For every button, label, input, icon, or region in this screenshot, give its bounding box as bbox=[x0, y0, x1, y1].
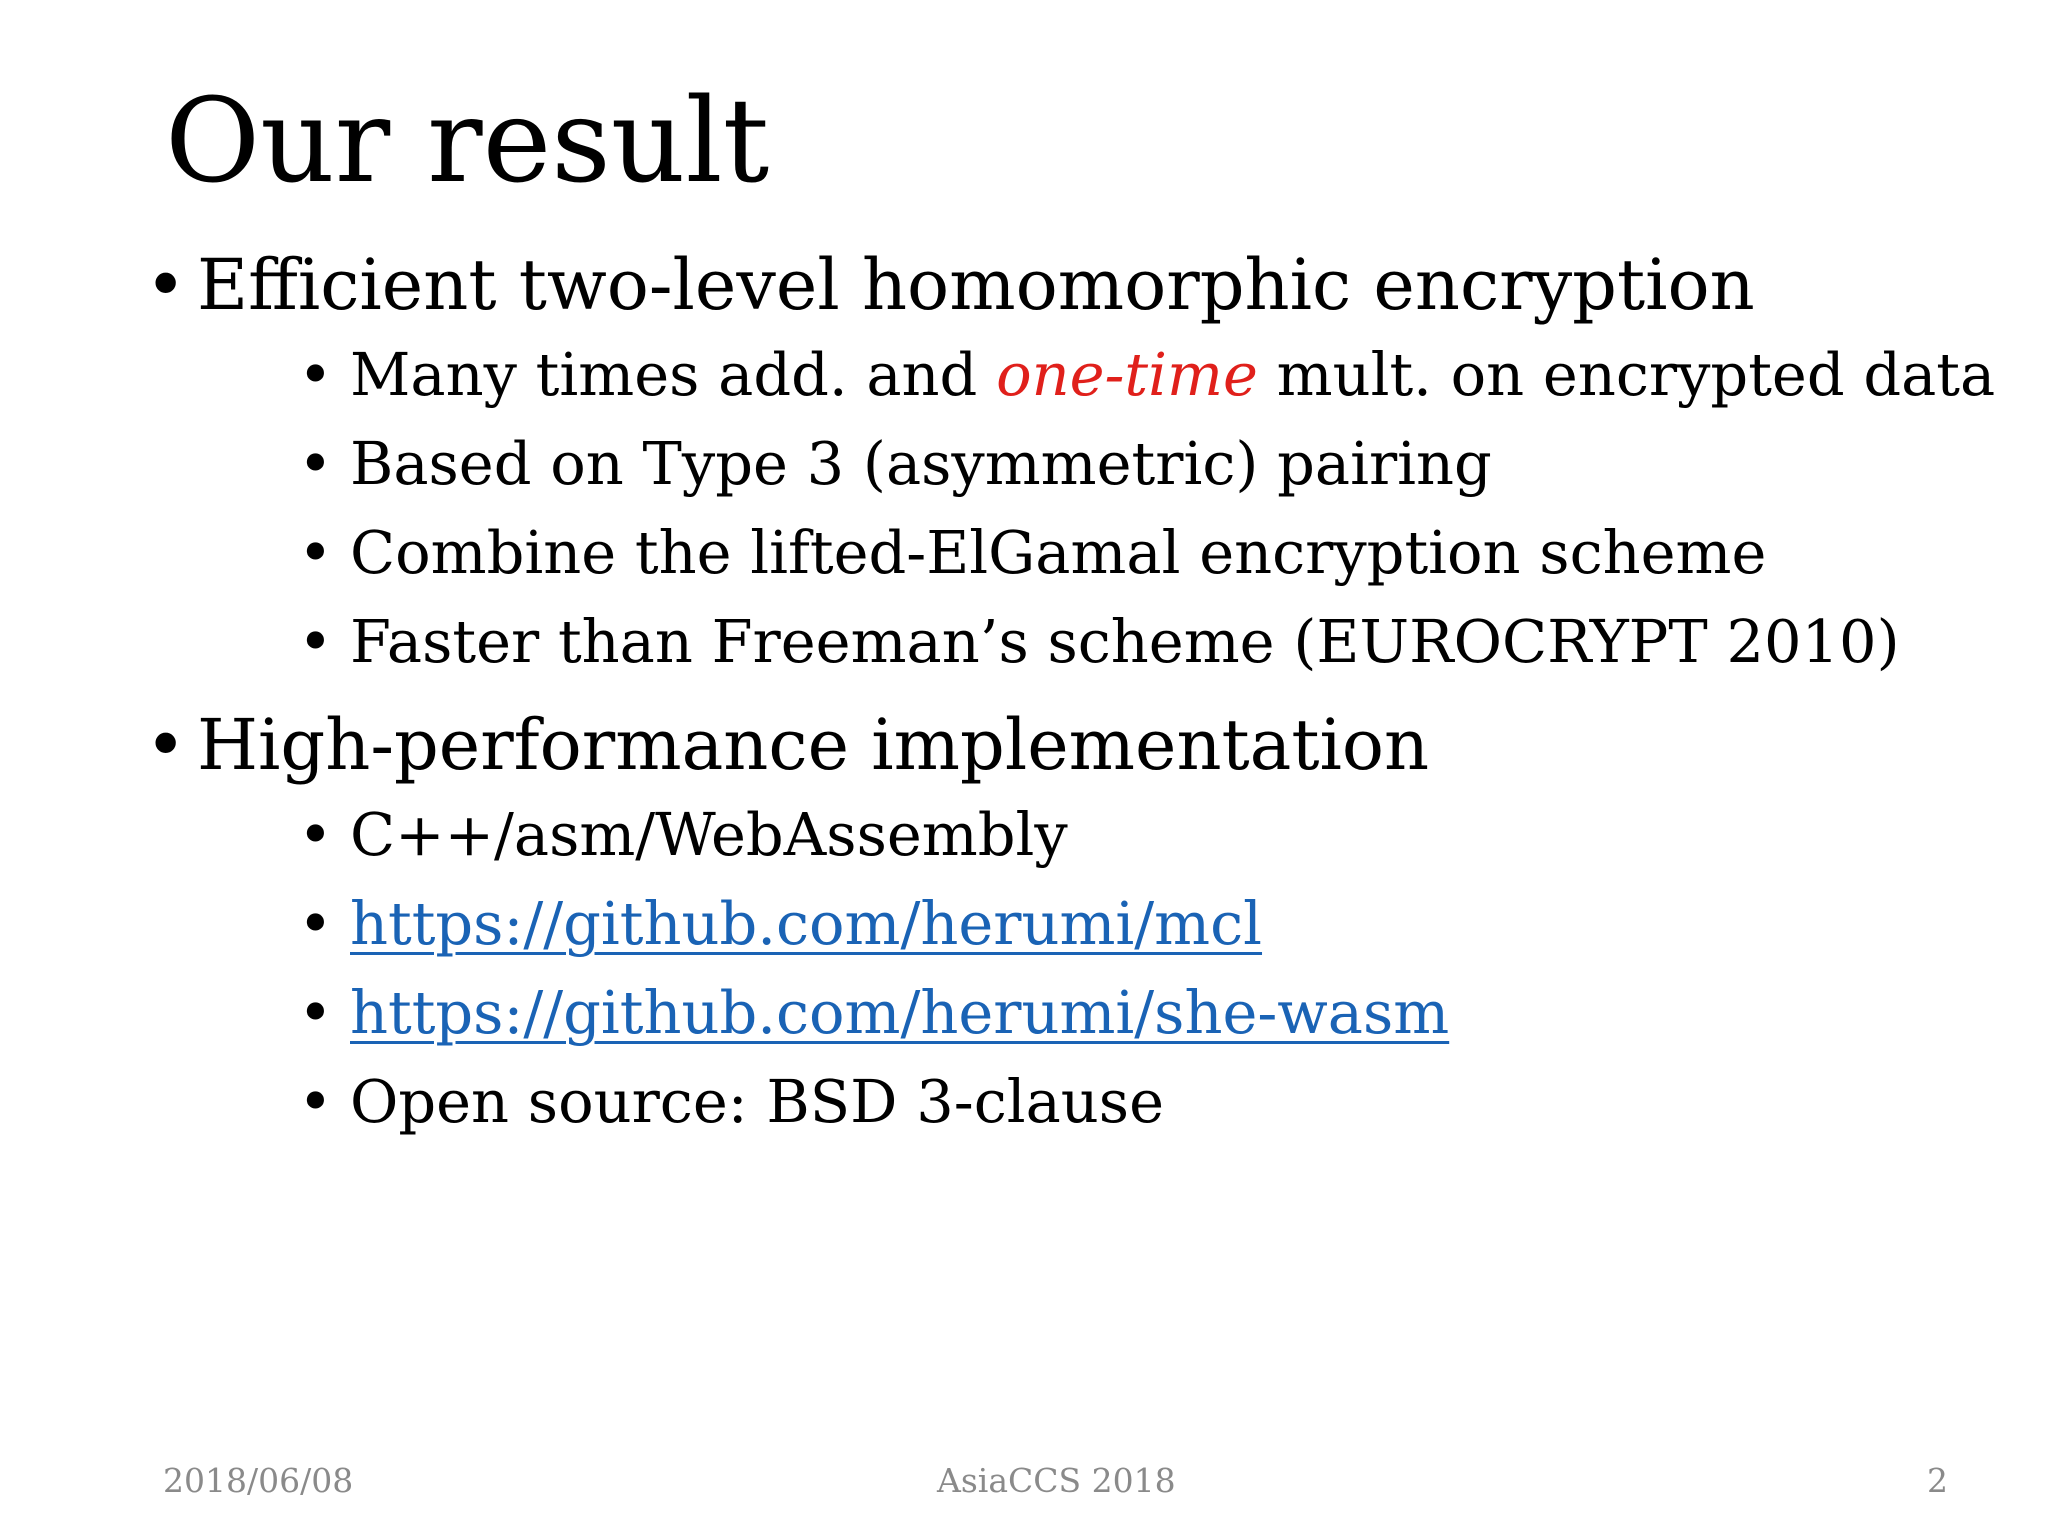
emphasis-one-time: one-time bbox=[996, 340, 1258, 409]
bullet-text: Efficient two-level homomorphic encryption bbox=[197, 244, 1755, 326]
bullet-list bbox=[145, 240, 2005, 1146]
sub-bullet-text-before: Many times add. and bbox=[350, 340, 997, 409]
bullet-high-performance bbox=[145, 700, 2005, 1146]
sub-bullet-text: Faster than Freeman’s scheme (EUROCRYPT 2010) bbox=[350, 607, 1900, 676]
bullet-dot-icon: • bbox=[145, 704, 187, 786]
bullet-dot-icon: • bbox=[298, 518, 333, 587]
bullet-dot-icon: • bbox=[298, 340, 333, 409]
sub-bullet-mcl-link bbox=[197, 879, 2005, 968]
bullet-efficient-encryption bbox=[145, 240, 2005, 686]
bullet-dot-icon: • bbox=[298, 800, 333, 869]
bullet-dot-icon: • bbox=[298, 978, 333, 1047]
sub-bullet-lifted-elgamal bbox=[197, 508, 2005, 597]
she-wasm-repo-link[interactable]: https://github.com/herumi/she-wasm bbox=[350, 978, 1450, 1047]
bullet-dot-icon: • bbox=[298, 429, 333, 498]
slide-content bbox=[145, 240, 2005, 1146]
bullet-dot-icon: • bbox=[145, 244, 187, 326]
sub-bullet-type3-pairing bbox=[197, 419, 2005, 508]
bullet-dot-icon: • bbox=[298, 889, 333, 958]
sub-bullet-text: Combine the lifted-ElGamal encryption scheme bbox=[350, 518, 1767, 587]
sub-bullet-license bbox=[197, 1057, 2005, 1146]
footer-page-number: 2 bbox=[1927, 1461, 1948, 1500]
sub-bullet-text-after: mult. on encrypted data bbox=[1257, 340, 1996, 409]
bullet-text: High-performance implementation bbox=[197, 704, 1430, 786]
sub-bullet-text: Based on Type 3 (asymmetric) pairing bbox=[350, 429, 1492, 498]
sub-bullet-faster-than-freeman bbox=[197, 597, 2005, 686]
slide-title: Our result bbox=[165, 74, 770, 209]
bullet-dot-icon: • bbox=[298, 607, 333, 676]
footer-conference: AsiaCCS 2018 bbox=[937, 1461, 1176, 1500]
sub-bullet-text: Open source: BSD 3-clause bbox=[350, 1067, 1164, 1136]
sub-bullet-list bbox=[197, 790, 2005, 1146]
sub-bullet-add-mult bbox=[197, 330, 2005, 419]
sub-bullet-text: C++/asm/WebAssembly bbox=[350, 800, 1068, 869]
sub-bullet-list bbox=[197, 330, 2005, 686]
mcl-repo-link[interactable]: https://github.com/herumi/mcl bbox=[350, 889, 1263, 958]
bullet-dot-icon: • bbox=[298, 1067, 333, 1136]
sub-bullet-languages bbox=[197, 790, 2005, 879]
sub-bullet-she-wasm-link bbox=[197, 968, 2005, 1057]
footer-date: 2018/06/08 bbox=[163, 1461, 354, 1500]
